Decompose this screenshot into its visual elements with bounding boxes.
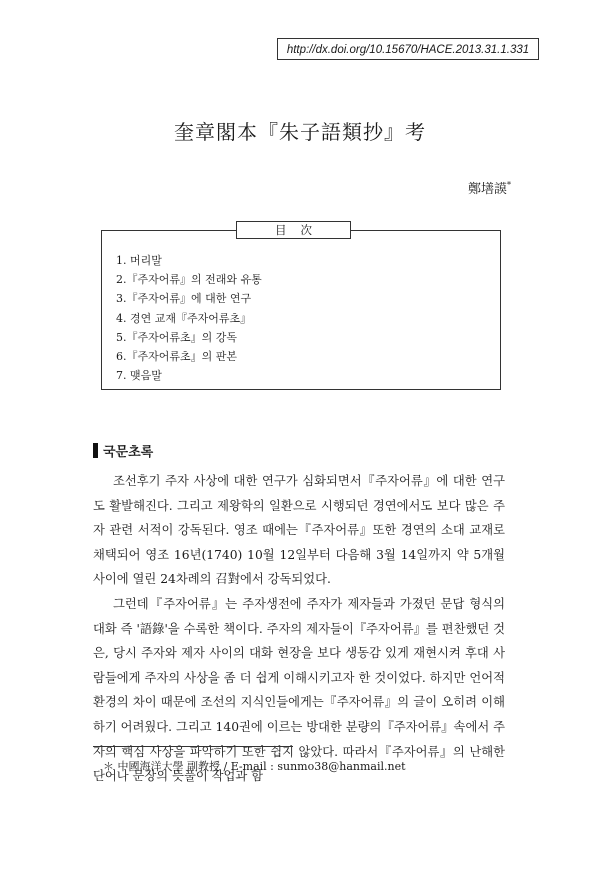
toc-list <box>116 251 262 385</box>
footnote: ＊ 中國海洋大學 副教授 / E-mail : sunmo38@hanmail.net <box>103 760 406 773</box>
footnote-divider <box>93 746 293 747</box>
author-name <box>468 178 511 197</box>
toc-item: 6.『주자어류초』의 판본 <box>116 350 237 364</box>
toc-heading: 目次 <box>236 221 351 239</box>
section-marker-bar <box>93 443 98 458</box>
toc-item: 5.『주자어류초』의 강독 <box>116 330 237 344</box>
toc-item: 4. 경연 교재『주자어류초』 <box>116 311 252 325</box>
toc-item: 7. 맺음말 <box>116 369 162 383</box>
abstract-body <box>93 469 505 789</box>
section-heading <box>93 441 153 460</box>
paragraph: 그런데『주자어류』는 주자생전에 주자가 제자들과 가졌던 문답 형식의 대화 즉 '語錄'을 수록한 책이다. 주자의 제자들이『주자어류』를 편찬했던 것은, 당시 주자와 제자 사이의 대화 현장을 보다 생동감 있게 재현시켜 후대 사람들에게 주자의 사상을 좀 더 쉽게 이해시키고자 한 것이었다. 하지만 언어적 환경의 차이 때문에 조선의 지식인들에게는『주자어류』의 글이 오히려 이해하기 어려웠다. 그리고 140권에 이르는 방대한 분량의『주자어류』속에서 주자의 핵심 사상을 파악하기 또한 쉽지 않았다. 따라서『주자어류』의 난해한 단어나 문장의 뜻풀이 작업과 함 <box>93 596 505 784</box>
author-text: 鄭墡謨 <box>467 182 507 197</box>
toc-item: 2.『주자어류』의 전래와 유통 <box>116 273 262 287</box>
paragraph: 조선후기 주자 사상에 대한 연구가 심화되면서『주자어류』에 대한 연구도 활발해진다. 그리고 제왕학의 일환으로 시행되던 경연에서도 보다 많은 주자 관련 서적이 강독된다. 영조 때에는『주자어류』또한 경연의 소대 교재로 채택되어 영조 16년(1740) 10월 12일부터 다음해 3월 14일까지 약 5개월 사이에 열린 24차례의 召對에서 강독되었다. <box>93 474 505 587</box>
toc-item: 1. 머리말 <box>116 254 162 267</box>
section-heading-text: 국문초록 <box>103 444 154 459</box>
paper-title: 奎章閣本『朱子語類抄』考 <box>174 120 426 144</box>
doi-link[interactable]: http://dx.doi.org/10.15670/HACE.2013.31.1.331 <box>277 38 539 60</box>
toc-item: 3.『주자어류』에 대한 연구 <box>116 292 252 306</box>
author-footnote-mark: * <box>507 180 511 190</box>
table-of-contents <box>101 223 501 390</box>
